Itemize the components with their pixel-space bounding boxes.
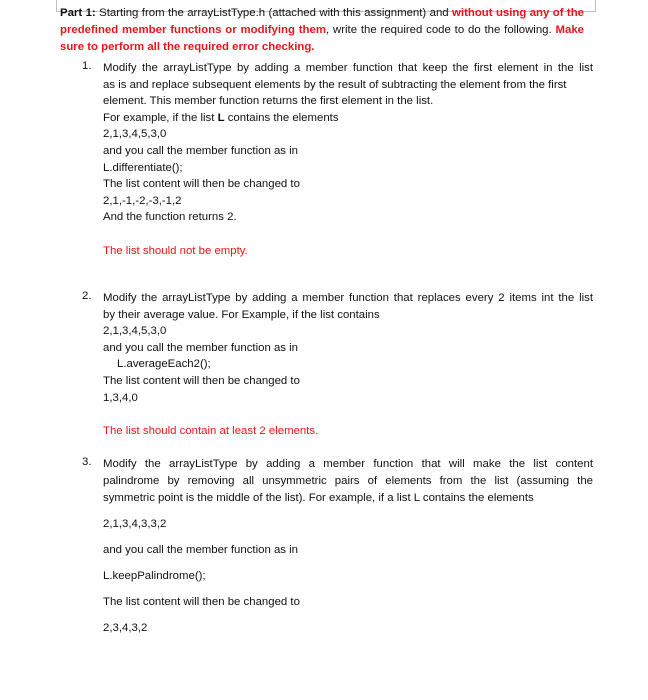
item-text-line: element. This member function returns the first element in the list. — [103, 95, 434, 108]
item-text-line: symmetric point is the middle of the list). For example, if a list L contains the elements — [103, 492, 534, 504]
example-input-list: 2,1,3,4,5,3,0 — [103, 128, 167, 141]
item-text-line: and you call the member function as in — [103, 341, 299, 354]
intro-text-a: Starting from the arrayListType.h (attached with this assignment) and — [95, 7, 453, 19]
constraint-note: The list should contain at least 2 elements. — [103, 424, 319, 437]
part-label: Part 1: — [60, 7, 96, 19]
item-text-line: as is and replace subsequent elements by the result of subtracting the element from the first — [103, 78, 567, 91]
item-text-line: The list content will then be changed to — [103, 596, 300, 608]
part-1-intro — [60, 5, 584, 56]
item-body — [103, 60, 593, 259]
list-variable: L — [217, 111, 225, 124]
example-output-list: 2,1,-1,-2,-3,-1,2 — [103, 194, 182, 207]
item-number: 1. — [82, 60, 92, 72]
function-call: L.keepPalindrome(); — [103, 570, 206, 582]
item-text-line: and you call the member function as in — [103, 544, 299, 556]
item-text-line: Modify the arrayListType by adding a member function that replaces every 2 items int the list — [103, 292, 593, 304]
item-text-line: The list content will then be changed to — [103, 374, 300, 387]
function-call: L.averageEach2(); — [117, 358, 211, 371]
example-input-list: 2,1,3,4,3,3,2 — [103, 518, 167, 530]
function-call: L.differentiate(); — [103, 161, 183, 174]
example-output-list: 1,3,4,0 — [103, 391, 138, 404]
item-text-line: and you call the member function as in — [103, 144, 299, 157]
item-text-line: Modify the arrayListType by adding a member function that will make the list content — [103, 458, 593, 470]
item-text-line: And the function returns 2. — [103, 211, 237, 224]
item-body — [103, 290, 593, 439]
intro-warning-a: without using any of the predefined member functions or modifying them — [60, 7, 584, 36]
item-number: 3. — [82, 456, 92, 468]
example-intro-end: contains the elements — [224, 111, 339, 124]
item-text-line: The list content will then be changed to — [103, 178, 300, 191]
item-number: 2. — [82, 290, 92, 302]
item-text-line: palindrome by removing all unsymmetric pairs of elements from the list (assuming the — [103, 475, 593, 487]
example-intro: For example, if the list — [103, 111, 218, 124]
example-output-list: 2,3,4,3,2 — [103, 622, 148, 634]
item-text-line: by their average value. For Example, if the list contains — [103, 308, 380, 321]
intro-text-b: , write the required code to do the following. — [325, 24, 556, 36]
intro-warning-b: Make sure to perform all the required error checking. — [60, 24, 584, 53]
example-input-list: 2,1,3,4,5,3,0 — [103, 325, 167, 338]
item-text-line: Modify the arrayListType by adding a member function that keep the first element in the list — [103, 62, 593, 74]
constraint-note: The list should not be empty. — [103, 244, 248, 257]
item-text-line — [103, 110, 593, 127]
item-body — [103, 456, 593, 637]
